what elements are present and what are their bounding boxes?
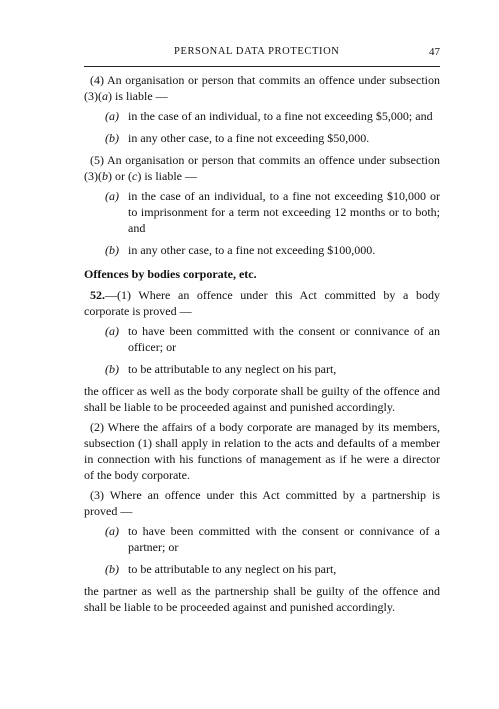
page-number: 47 [429, 46, 440, 58]
subsection-4-intro: (4) An organisation or person that commits an offence under subsection (3)(a) is liable — [84, 73, 440, 103]
item-label: (a) [105, 189, 119, 203]
item-text: in the case of an individual, to a fine not exceeding $10,000 or to imprisonment for a term not exceeding 12 months or to both; and [128, 189, 440, 235]
item-text: in any other case, to a fine not exceeding $100,000. [128, 243, 376, 257]
document-body [84, 72, 440, 619]
page-header [84, 46, 440, 62]
section-52-3-item-b [84, 561, 440, 577]
section-52-close: the officer as well as the body corporate shall be guilty of the offence and shall be liable to be proceeded against and punished accordingly. [84, 384, 440, 414]
item-label: (b) [105, 131, 119, 145]
running-title: PERSONAL DATA PROTECTION [174, 46, 340, 57]
section-52-3-item-a [84, 523, 440, 555]
section-52-item-a [84, 323, 440, 355]
section-52-intro: 52.—(1) Where an offence under this Act committed by a body corporate is proved — [84, 288, 440, 318]
item-label: (b) [105, 562, 119, 576]
item-text: in the case of an individual, to a fine not exceeding $5,000; and [128, 109, 433, 123]
item-text: in any other case, to a fine not exceeding $50,000. [128, 131, 370, 145]
item-text: to be attributable to any neglect on his part, [128, 562, 337, 576]
section-52-item-b [84, 361, 440, 377]
subsection-4-item-b [84, 130, 440, 146]
section-heading: Offences by bodies corporate, etc. [84, 267, 257, 281]
subsection-5-item-a [84, 188, 440, 236]
item-text: to have been committed with the consent or connivance of a partner; or [128, 524, 440, 554]
item-label: (b) [105, 243, 119, 257]
item-text: to have been committed with the consent or connivance of an officer; or [128, 324, 440, 354]
subsection-4-item-a [84, 108, 440, 124]
subsection-5-item-b [84, 242, 440, 258]
item-label: (a) [105, 524, 119, 538]
item-text: to be attributable to any neglect on his part, [128, 362, 337, 376]
item-label: (a) [105, 324, 119, 338]
section-52-3-close: the partner as well as the partnership shall be guilty of the offence and shall be liable to be proceeded against and punished accordingly. [84, 584, 440, 614]
header-rule [84, 66, 440, 67]
section-52-subsection-2: (2) Where the affairs of a body corporate are managed by its members, subsection (1) shall apply in relation to the acts and defaults of a member in connection with his functions of management as if he were a director of the body corporate. [84, 420, 440, 482]
section-52-subsection-3-intro: (3) Where an offence under this Act committed by a partnership is proved — [84, 488, 440, 518]
section-number: 52. [90, 288, 105, 302]
item-label: (b) [105, 362, 119, 376]
item-label: (a) [105, 109, 119, 123]
subsection-5-intro: (5) An organisation or person that commits an offence under subsection (3)(b) or (c) is liable — [84, 153, 440, 183]
